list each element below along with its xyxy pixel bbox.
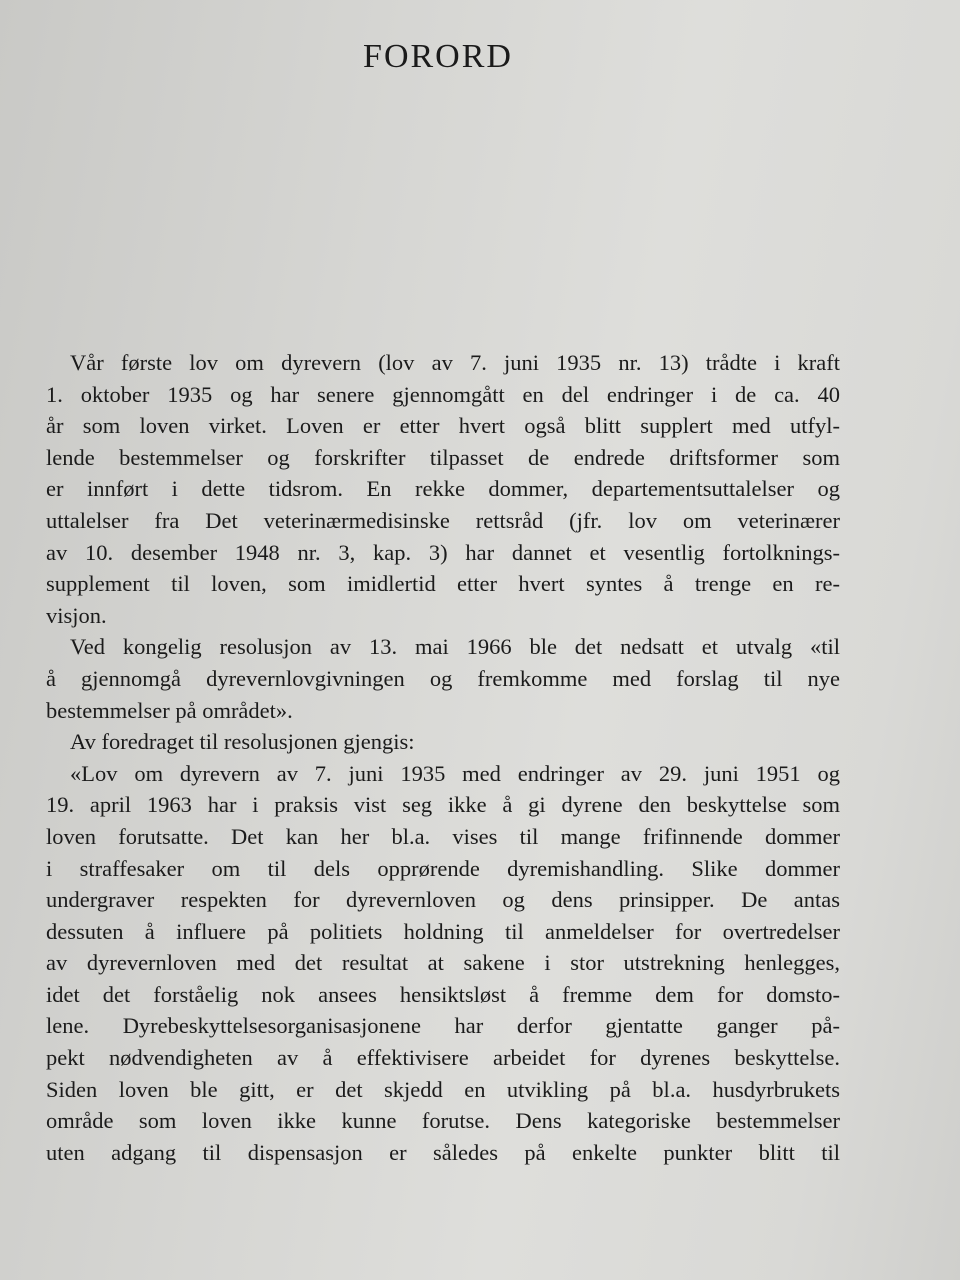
text-line: Ved kongelig resolusjon av 13. mai 1966 ble det nedsatt et utvalg «til [70,634,840,660]
text-line: år som loven virket. Loven er etter hvert også blitt supplert med utfyl- [46,413,840,439]
text-line: «Lov om dyrevern av 7. juni 1935 med endringer av 29. juni 1951 og [70,760,840,786]
text-line: 19. april 1963 har i praksis vist seg ikke å gi dyrene den beskyttelse som [46,792,840,818]
text-line: loven forutsatte. Det kan her bl.a. vises til mange frifinnende dommer [46,823,840,849]
text-line: av dyrevernloven med det resultat at sakene i stor utstrekning henlegges, [46,950,840,976]
text-line: 1. oktober 1935 og har senere gjennomgått en del endringer i de ca. 40 [46,381,840,407]
text-line: lene. Dyrebeskyttelsesorganisasjonene har derfor gjentatte ganger på- [46,1013,840,1039]
page-title: FORORD [363,38,513,75]
text-line: område som loven ikke kunne forutse. Dens kategoriske bestemmelser [46,1108,840,1134]
text-line: undergraver respekten for dyrevernloven og dens prinsipper. De antas [46,887,840,913]
text-line: pekt nødvendigheten av å effektivisere arbeidet for dyrenes beskyttelse. [46,1045,840,1071]
text-line: er innført i dette tidsrom. En rekke dommer, departementsuttalelser og [46,476,840,502]
text-line: å gjennomgå dyrevernlovgivningen og fremkomme med forslag til nye [46,665,840,691]
body-text [46,347,840,1168]
text-line: dessuten å influere på politiets holdning til anmeldelser for overtredelser [46,918,840,944]
text-line: bestemmelser på området». [46,697,293,723]
text-line: Vår første lov om dyrevern (lov av 7. juni 1935 nr. 13) trådte i kraft [70,350,840,375]
text-line: supplement til loven, som imidlertid etter hvert syntes å trenge en re- [46,571,840,597]
text-line: idet det forståelig nok ansees hensiktsløst å fremme dem for domsto- [46,981,840,1007]
text-line: av 10. desember 1948 nr. 3, kap. 3) har dannet et vesentlig fortolknings- [46,539,840,565]
text-line: Siden loven ble gitt, er det skjedd en utvikling på bl.a. husdyrbrukets [46,1076,840,1102]
text-line: Av foredraget til resolusjonen gjengis: [70,729,415,755]
text-line: uttalelser fra Det veterinærmedisinske rettsråd (jfr. lov om veterinærer [46,507,840,533]
text-line: uten adgang til dispensasjon er således på enkelte punkter blitt til [46,1139,840,1165]
text-line: lende bestemmelser og forskrifter tilpasset de endrede driftsformer som [46,444,840,470]
text-line: visjon. [46,602,107,628]
text-line: i straffesaker om til dels opprørende dyremishandling. Slike dommer [46,855,840,881]
